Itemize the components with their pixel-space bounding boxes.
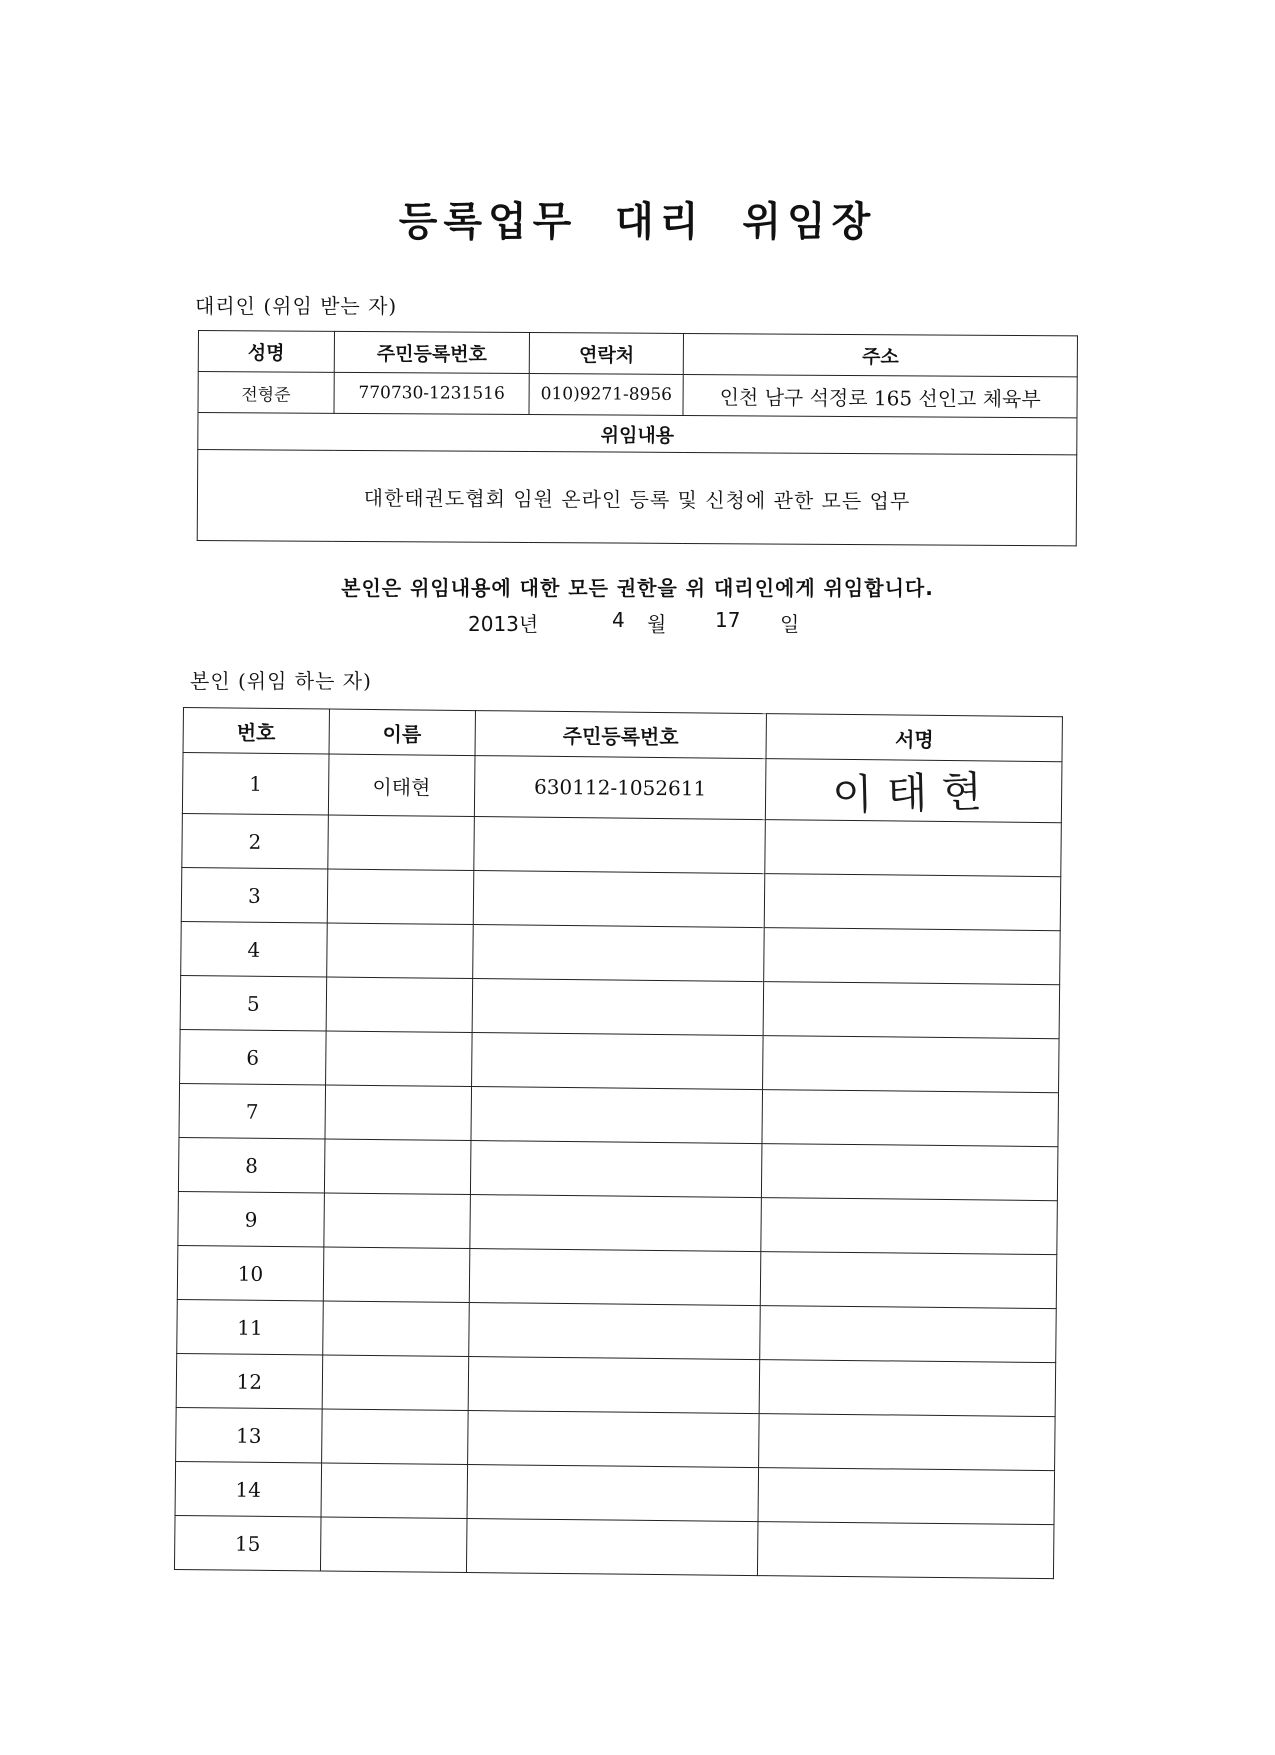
agent-header-row (198, 331, 1077, 377)
row-id-number (472, 925, 764, 982)
table-row (177, 1245, 1057, 1308)
row-signature (758, 1468, 1054, 1525)
row-name (321, 1463, 467, 1519)
row-name (328, 815, 474, 871)
delegation-content-header: 위임내용 (198, 413, 1077, 455)
agent-phone: 010)9271-8956 (529, 374, 683, 416)
row-number: 1 (182, 753, 328, 816)
row-id-number (468, 1357, 760, 1414)
agent-address: 인천 남구 석정로 165 선인고 체육부 (683, 374, 1077, 417)
row-signature (762, 1144, 1058, 1201)
row-name (326, 923, 472, 979)
row-name: 이태현 (328, 754, 474, 817)
principal-header-no: 번호 (183, 708, 329, 755)
date-month: 4 (612, 608, 625, 632)
agent-header-address: 주소 (683, 333, 1077, 376)
row-signature (766, 759, 1062, 823)
row-number: 9 (178, 1191, 324, 1247)
row-signature (760, 1306, 1056, 1363)
page-title: 등록업무 대리 위임장 (398, 199, 877, 245)
row-signature (765, 874, 1061, 931)
row-id-number (470, 1141, 762, 1198)
table-row (182, 753, 1062, 823)
row-signature (759, 1414, 1055, 1471)
table-row (182, 813, 1062, 876)
agent-id-number: 770730-1231516 (334, 372, 530, 414)
row-number: 8 (178, 1137, 324, 1193)
row-name (322, 1355, 468, 1411)
row-name (320, 1517, 466, 1573)
date-day: 17 (715, 608, 741, 632)
row-id-number (469, 1249, 761, 1306)
row-number: 13 (176, 1407, 322, 1463)
row-name (325, 1085, 471, 1141)
row-signature (763, 1036, 1059, 1093)
row-number: 15 (174, 1515, 320, 1571)
table-row (177, 1299, 1057, 1362)
table-row (178, 1137, 1058, 1200)
agent-header-id: 주민등록번호 (334, 331, 530, 373)
row-number: 11 (177, 1299, 323, 1355)
principal-header-signature: 서명 (766, 714, 1062, 762)
row-name (325, 1031, 471, 1087)
row-number: 3 (181, 867, 327, 923)
table-row (176, 1353, 1056, 1416)
principal-table (174, 707, 1063, 1579)
principal-header-name: 이름 (329, 709, 475, 756)
row-id-number: 630112-1052611 (474, 756, 766, 820)
row-signature (763, 982, 1059, 1039)
row-number: 7 (179, 1083, 325, 1139)
table-row (179, 1083, 1059, 1146)
delegation-statement: 본인은 위임내용에 대한 모든 권한을 위 대리인에게 위임합니다. (341, 576, 934, 600)
row-id-number (472, 979, 764, 1036)
row-id-number (473, 817, 765, 874)
delegation-content: 대한태권도협회 임원 온라인 등록 및 신청에 관한 모든 업무 (197, 450, 1077, 546)
principal-section-label: 본인 (위임 하는 자) (190, 669, 372, 693)
row-number: 10 (177, 1245, 323, 1301)
table-row (174, 1515, 1054, 1578)
principal-header-id: 주민등록번호 (475, 711, 767, 759)
table-row (178, 1191, 1058, 1254)
row-signature (759, 1360, 1055, 1417)
row-name (324, 1139, 470, 1195)
agent-header-name: 성명 (198, 331, 334, 373)
row-number: 4 (181, 921, 327, 977)
handwritten-signature: 이태현 (831, 766, 997, 820)
table-row (181, 867, 1061, 930)
row-id-number (468, 1303, 760, 1360)
row-name (323, 1247, 469, 1303)
agent-header-phone: 연락처 (530, 333, 684, 375)
agent-name: 전형준 (198, 372, 334, 414)
row-id-number (466, 1519, 758, 1576)
row-signature (761, 1252, 1057, 1309)
row-name (326, 977, 472, 1033)
table-row (180, 975, 1060, 1038)
table-row (181, 921, 1061, 984)
row-name (323, 1301, 469, 1357)
row-signature (761, 1198, 1057, 1255)
row-number: 12 (176, 1353, 322, 1409)
table-row (175, 1461, 1055, 1524)
row-signature (762, 1090, 1058, 1147)
row-id-number (469, 1195, 761, 1252)
row-signature (765, 820, 1061, 877)
table-row (180, 1029, 1060, 1092)
row-name (321, 1409, 467, 1465)
row-id-number (471, 1033, 763, 1090)
row-name (327, 869, 473, 925)
date-day-unit: 일 (780, 612, 800, 636)
row-name (324, 1193, 470, 1249)
row-number: 2 (182, 813, 328, 869)
table-row (176, 1407, 1056, 1470)
row-id-number (471, 1087, 763, 1144)
agent-data-row (198, 372, 1077, 418)
row-number: 5 (180, 975, 326, 1031)
row-signature (758, 1522, 1054, 1579)
agent-section-label: 대리인 (위임 받는 자) (195, 294, 398, 318)
row-id-number (467, 1465, 759, 1522)
agent-table (197, 330, 1078, 546)
row-number: 14 (175, 1461, 321, 1517)
date-year: 2013년 (468, 612, 539, 636)
date-month-unit: 월 (647, 612, 667, 636)
row-signature (764, 928, 1060, 985)
row-id-number (473, 871, 765, 928)
row-number: 6 (180, 1029, 326, 1085)
row-id-number (467, 1411, 759, 1468)
